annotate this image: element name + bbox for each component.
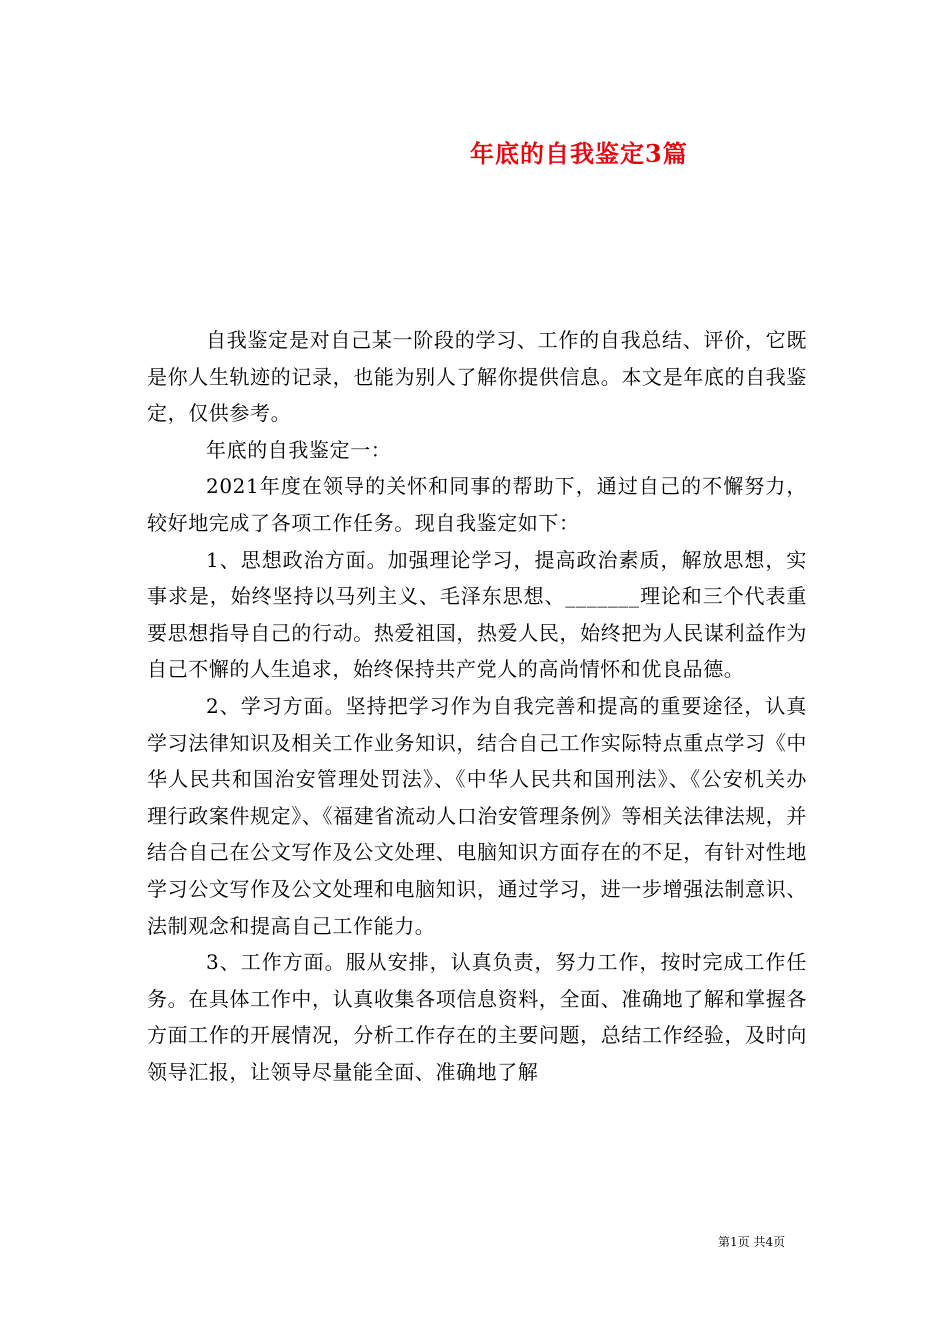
paragraph-work: 3、工作方面。服从安排，认真负责，努力工作，按时完成工作任务。在具体工作中，认真收集各项信息资料，全面、准确地了解和掌握各方面工作的开展情况，分析工作存在的主要问题，总结工作经验，及时向领导汇报，让领导尽量能全面、准确地了解	[147, 950, 807, 1084]
document-title: 年底的自我鉴定3篇	[470, 139, 688, 168]
paragraph-overview: 2021年度在领导的关怀和同事的帮助下，通过自己的不懈努力，较好地完成了各项工作任务。现自我鉴定如下：	[147, 474, 807, 535]
document-body	[147, 322, 807, 1090]
paragraph-section-heading: 年底的自我鉴定一：	[206, 437, 392, 462]
paragraph-intro: 自我鉴定是对自己某一阶段的学习、工作的自我总结、评价，它既是你人生轨迹的记录，也能为别人了解你提供信息。本文是年底的自我鉴定，仅供参考。	[147, 328, 807, 426]
page-number-footer: 第1页 共4页	[718, 1235, 786, 1249]
paragraph-study: 2、学习方面。坚持把学习作为自我完善和提高的重要途径，认真学习法律知识及相关工作业务知识，结合自己工作实际特点重点学习《中华人民共和国治安管理处罚法》、《中华人民共和国刑法》、《公安机关办理行政案件规定》、《福建省流动人口治安管理条例》等相关法律法规，并结合自己在公文写作及公文处理、电脑知识方面存在的不足，有针对性地学习公文写作及公文处理和电脑知识，通过学习，进一步增强法制意识、法制观念和提高自己工作能力。	[147, 693, 807, 938]
paragraph-political: 1、思想政治方面。加强理论学习，提高政治素质，解放思想，实事求是，始终坚持以马列主义、毛泽东思想、_______理论和三个代表重要思想指导自己的行动。热爱祖国，热爱人民，始终把为人民谋利益作为自己不懈的人生追求，始终保持共产党人的高尚情怀和优良品德。	[147, 547, 807, 682]
